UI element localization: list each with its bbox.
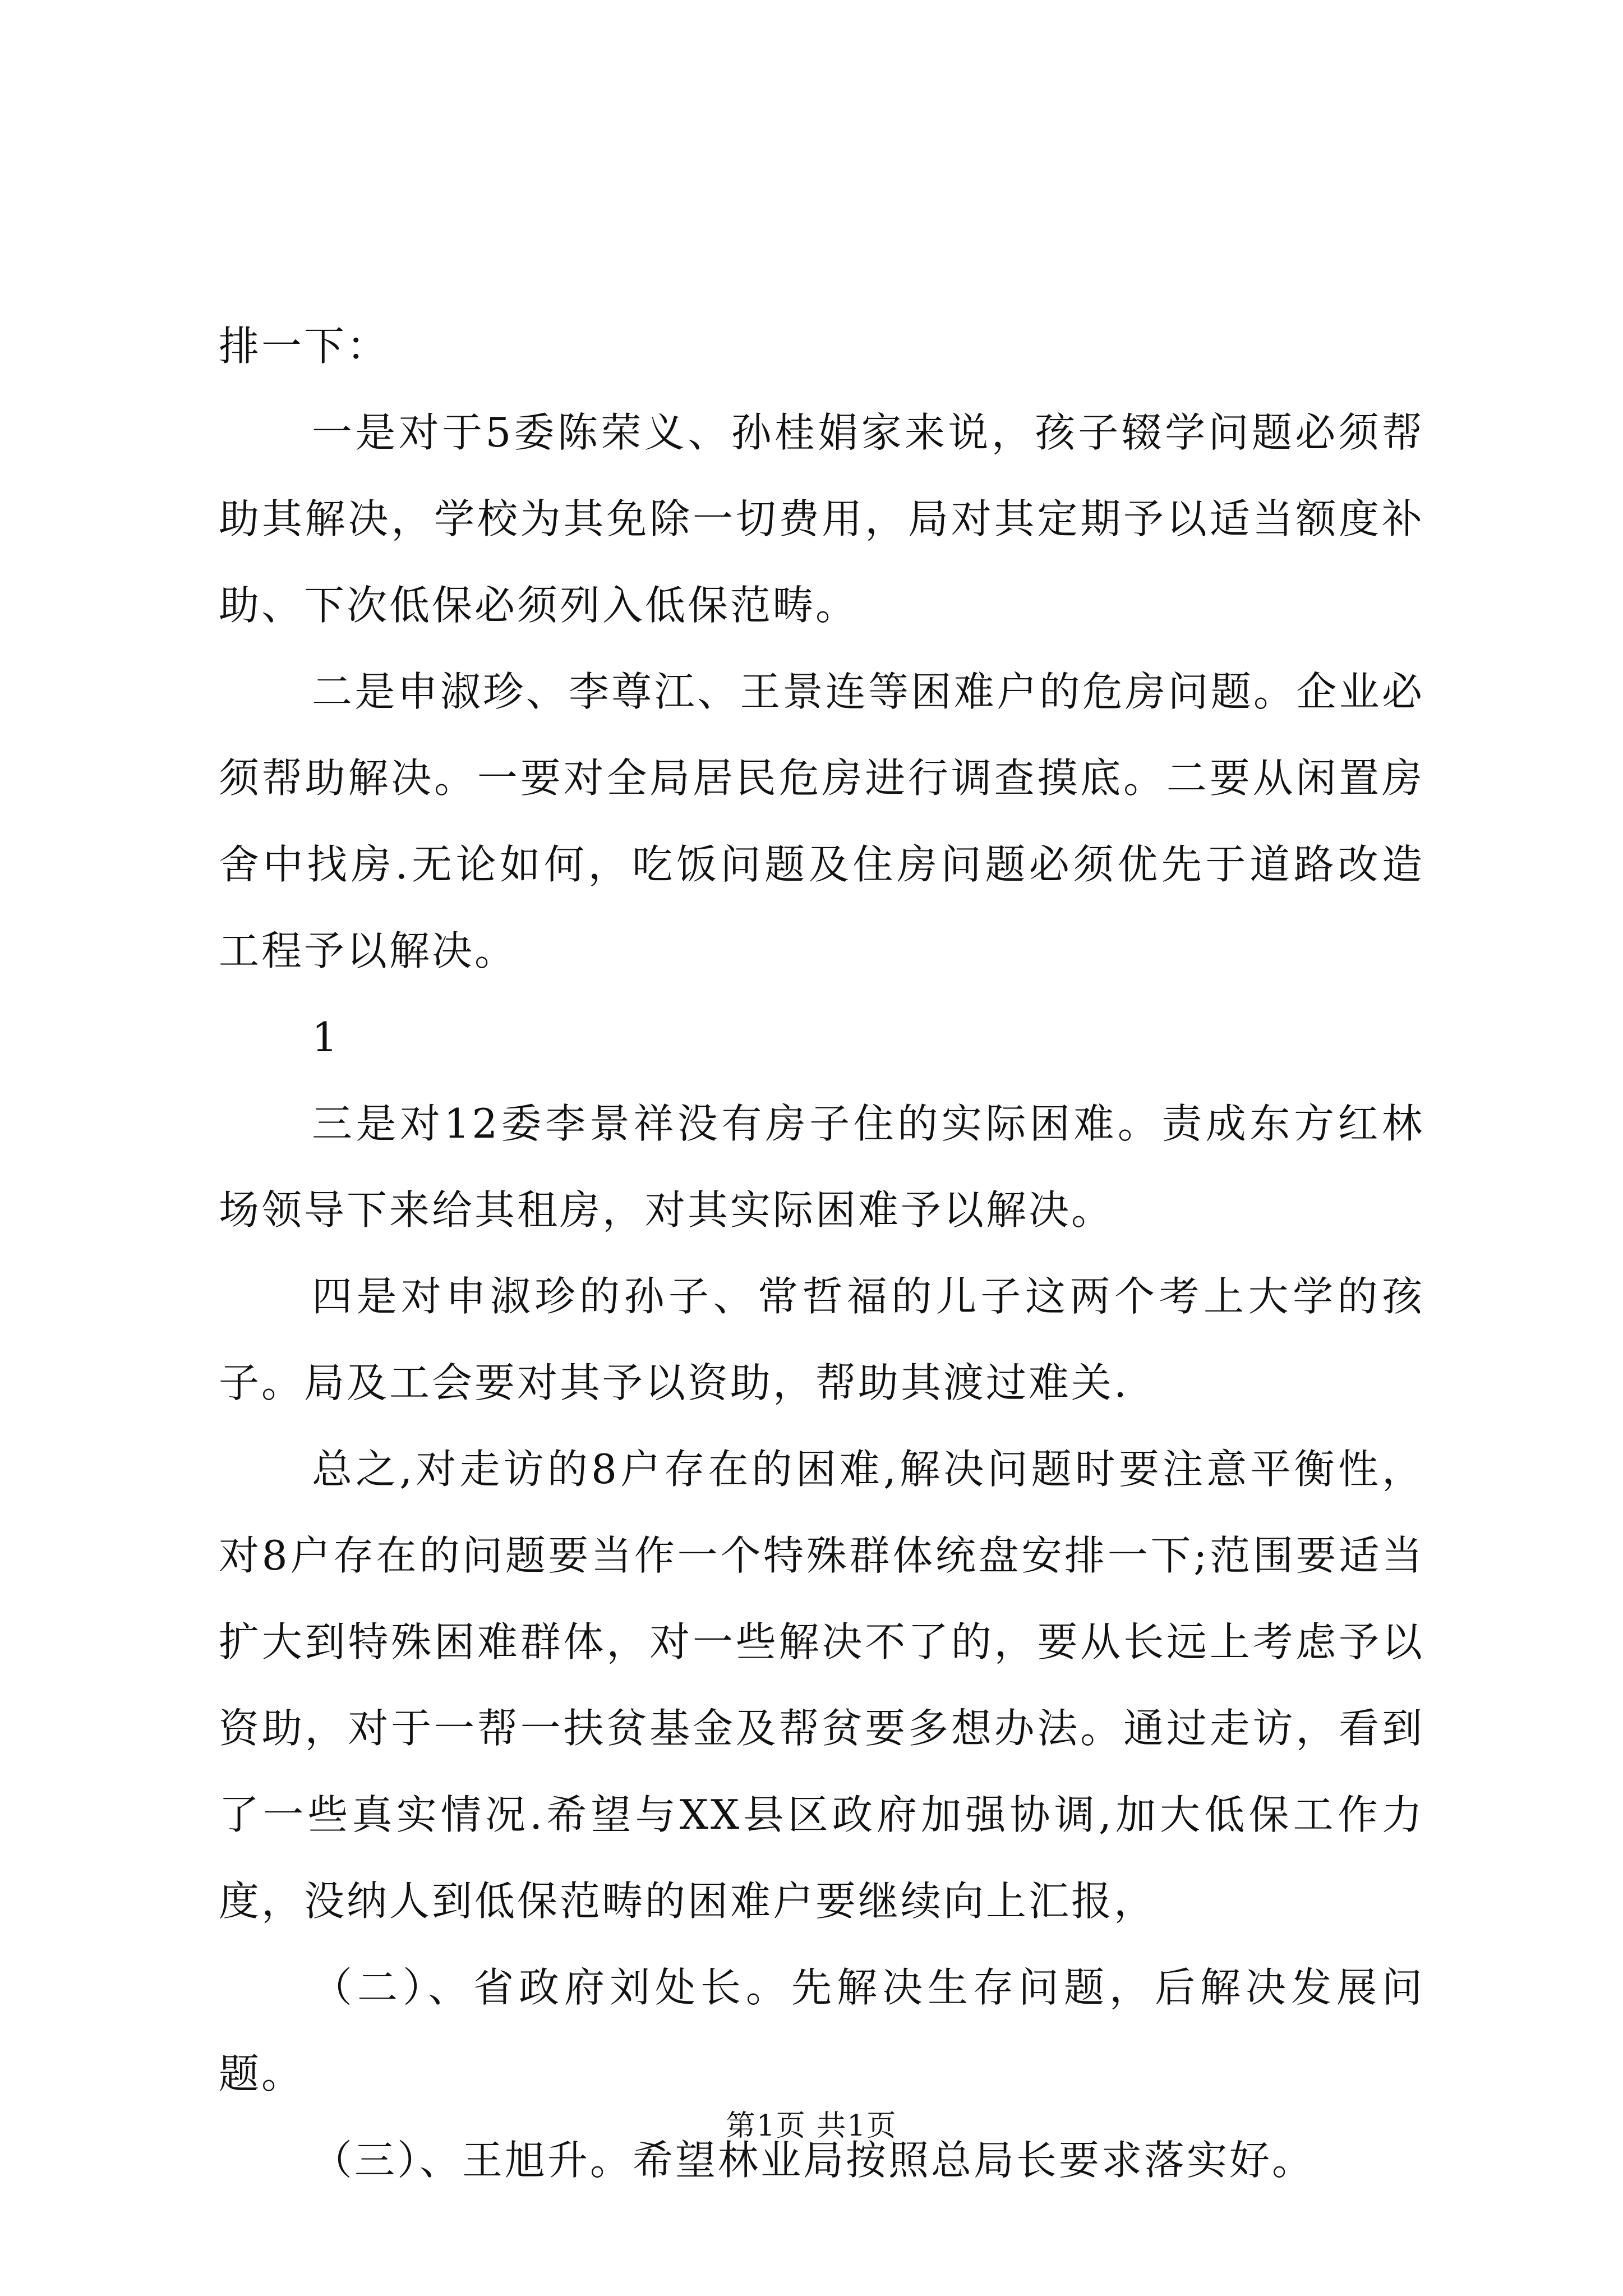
paragraph-item-three: 三是对12委李景祥没有房子住的实际困难。责成东方红林场领导下来给其租房，对其实际困难予以解决。 (219, 1100, 1424, 1234)
paragraph-continuation: 排一下： (219, 323, 390, 370)
paragraph-section-two: （二）、省政府刘处长。先解决生存问题，后解决发展问题。 (219, 1964, 1424, 2097)
paragraph-section-three: （三）、王旭升。希望林业局按照总局长要求落实好。 (312, 2137, 1315, 2184)
paragraph-summary: 总之,对走访的8户存在的困难,解决问题时要注意平衡性，对8户存在的问题要当作一个特殊群体统盘安排一下;范围要适当扩大到特殊困难群体，对一些解决不了的，要从长远上考虑予以资助，对于一帮一扶贫基金及帮贫要多想办法。通过走访，看到了一些真实情况.希望与XX县区政府加强协调,加大低保工作力度，没纳人到低保范畴的困难户要继续向上汇报， (219, 1446, 1424, 1925)
document-body (219, 303, 1424, 2203)
page-footer: 第1页 共1页 (726, 2109, 897, 2143)
paragraph-item-two: 二是申淑珍、李尊江、王景连等困难户的危房问题。企业必须帮助解决。一要对全局居民危房进行调查摸底。二要从闲置房舍中找房.无论如何，吃饭问题及住房问题必须优先于道路改造工程予以解决。 (219, 668, 1424, 974)
paragraph-item-one: 一是对于5委陈荣义、孙桂娟家来说，孩子辍学问题必须帮助其解决，学校为其免除一切费用，局对其定期予以适当额度补助、下次低保必须列入低保范畴。 (219, 409, 1424, 629)
inline-page-number: 1 (312, 1014, 340, 1061)
paragraph-item-four: 四是对申淑珍的孙子、常哲福的儿子这两个考上大学的孩子。局及工会要对其予以资助，帮助其渡过难关. (219, 1273, 1424, 1406)
